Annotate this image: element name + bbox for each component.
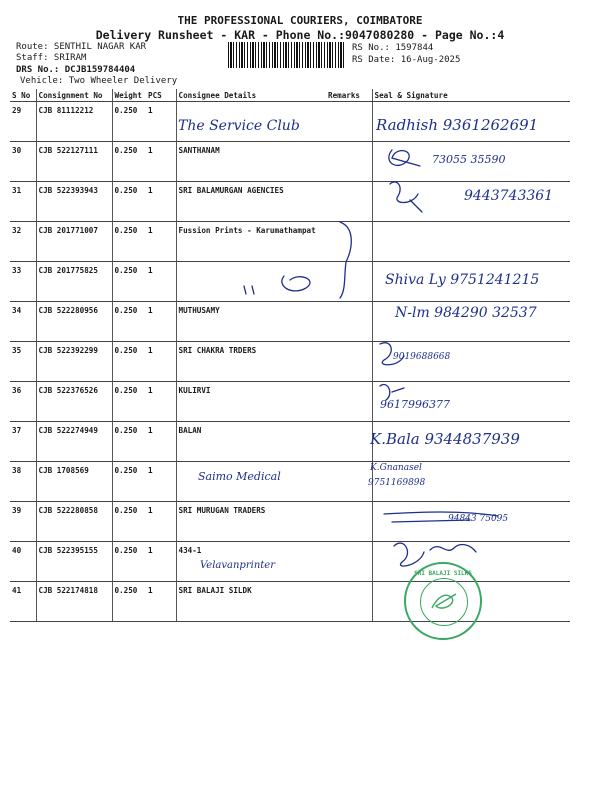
cell-consignee: KULIRVI xyxy=(176,382,326,422)
cell-sno: 35 xyxy=(10,342,36,382)
cell-pcs: 1 xyxy=(146,302,176,342)
cell-pcs: 1 xyxy=(146,262,176,302)
cell-consignment: CJB 201775825 xyxy=(36,262,112,302)
cell-consignment: CJB 522393943 xyxy=(36,182,112,222)
scribble-33 xyxy=(244,276,310,294)
cell-consignee: SRI BALAJI SILDK xyxy=(176,582,326,622)
signature-38-name: K.Gnanasel xyxy=(370,463,422,473)
cell-weight: 0.250 xyxy=(112,182,146,222)
cell-pcs: 1 xyxy=(146,422,176,462)
cell-pcs: 1 xyxy=(146,542,176,582)
cell-weight: 0.250 xyxy=(112,582,146,622)
cell-sno: 36 xyxy=(10,382,36,422)
cell-sno: 34 xyxy=(10,302,36,342)
cell-sno: 40 xyxy=(10,542,36,582)
col-weight: Weight xyxy=(112,89,146,102)
cell-sno: 38 xyxy=(10,462,36,502)
cell-consignee: Fussion Prints - Karumathampat xyxy=(176,222,326,262)
cell-consignee: SRI MURUGAN TRADERS xyxy=(176,502,326,542)
signature-35: 9019688668 xyxy=(393,352,451,362)
cell-weight: 0.250 xyxy=(112,222,146,262)
col-remarks: Remarks xyxy=(326,89,372,102)
handwriting-consignee-38: Saimo Medical xyxy=(198,470,281,483)
seal-stamp xyxy=(404,562,482,640)
cell-consignment: CJB 81112212 xyxy=(36,102,112,142)
cell-pcs: 1 xyxy=(146,182,176,222)
cell-consignment: CJB 522395155 xyxy=(36,542,112,582)
cell-sno: 32 xyxy=(10,222,36,262)
col-signature: Seal & Signature xyxy=(372,89,570,102)
signature-36: 9617996377 xyxy=(380,398,450,411)
handwriting-consignee-29: The Service Club xyxy=(178,118,300,134)
cell-consignment: CJB 522392299 xyxy=(36,342,112,382)
cell-sno: 39 xyxy=(10,502,36,542)
cell-weight: 0.250 xyxy=(112,422,146,462)
scribble-35 xyxy=(380,343,404,365)
cell-pcs: 1 xyxy=(146,142,176,182)
cell-pcs: 1 xyxy=(146,582,176,622)
tick-32 xyxy=(340,222,351,298)
signature-33: Shiva Ly 9751241215 xyxy=(385,272,540,288)
cell-sno: 30 xyxy=(10,142,36,182)
cell-sno: 33 xyxy=(10,262,36,302)
cell-pcs: 1 xyxy=(146,102,176,142)
signature-37: K.Bala 9344837939 xyxy=(370,430,520,448)
cell-weight: 0.250 xyxy=(112,262,146,302)
signature-31: 9443743361 xyxy=(464,188,554,204)
cell-weight: 0.250 xyxy=(112,342,146,382)
runsheet-subtitle: Delivery Runsheet - KAR - Phone No.:9047080280 - Page No.:4 xyxy=(95,28,505,42)
cell-weight: 0.250 xyxy=(112,102,146,142)
cell-weight: 0.250 xyxy=(112,142,146,182)
signature-39: 94843 75095 xyxy=(448,514,509,524)
rs-number: RS No.: 1597844 xyxy=(352,43,434,53)
cell-sno: 29 xyxy=(10,102,36,142)
stamp-text: SRI BALAJI SILKS xyxy=(414,570,472,577)
cell-pcs: 1 xyxy=(146,222,176,262)
signature-30: 73055 35590 xyxy=(432,153,506,166)
cell-pcs: 1 xyxy=(146,502,176,542)
cell-consignment: CJB 522376526 xyxy=(36,382,112,422)
cell-consignee: SRI CHAKRA TRDERS xyxy=(176,342,326,382)
cell-consignment: CJB 522274949 xyxy=(36,422,112,462)
cell-consignment: CJB 522174818 xyxy=(36,582,112,622)
col-pcs: PCS xyxy=(146,89,176,102)
scribble-39 xyxy=(384,512,498,522)
cell-consignee: SRI BALAMURGAN AGENCIES xyxy=(176,182,326,222)
cell-weight: 0.250 xyxy=(112,302,146,342)
scribble-30 xyxy=(389,150,420,166)
cell-weight: 0.250 xyxy=(112,502,146,542)
cell-weight: 0.250 xyxy=(112,542,146,582)
col-consignment: Consignment No xyxy=(36,89,112,102)
cell-pcs: 1 xyxy=(146,382,176,422)
cell-consignment: CJB 522280858 xyxy=(36,502,112,542)
cell-consignment: CJB 1708569 xyxy=(36,462,112,502)
drs-number: DRS No.: DCJB159784404 xyxy=(16,65,136,75)
cell-weight: 0.250 xyxy=(112,462,146,502)
cell-consignment: CJB 522280956 xyxy=(36,302,112,342)
cell-consignee: 434-1 xyxy=(176,542,326,582)
signature-38-phone: 9751169898 xyxy=(368,478,426,488)
cell-consignee: BALAN xyxy=(176,422,326,462)
signature-34: N-lm 984290 32537 xyxy=(395,305,537,321)
col-consignee: Consignee Details xyxy=(176,89,326,102)
staff-label: Staff: SRIRAM xyxy=(16,53,87,63)
cell-pcs: 1 xyxy=(146,462,176,502)
col-sno: S No xyxy=(10,89,36,102)
cell-consignee: MUTHUSAMY xyxy=(176,302,326,342)
vehicle-label: Vehicle: Two Wheeler Delivery xyxy=(20,76,178,86)
cell-consignment: CJB 522127111 xyxy=(36,142,112,182)
scribble-36 xyxy=(380,385,404,400)
scribble-31 xyxy=(390,182,422,212)
cell-sno: 37 xyxy=(10,422,36,462)
cell-consignee: SANTHANAM xyxy=(176,142,326,182)
cell-sno: 41 xyxy=(10,582,36,622)
signature-29: Radhish 9361262691 xyxy=(376,116,539,134)
route-label: Route: SENTHIL NAGAR KAR xyxy=(16,42,147,52)
cell-pcs: 1 xyxy=(146,342,176,382)
company-title: THE PROFESSIONAL COURIERS, COIMBATORE xyxy=(177,14,423,27)
cell-consignment: CJB 201771007 xyxy=(36,222,112,262)
stamp-signature xyxy=(428,586,460,618)
cell-sno: 31 xyxy=(10,182,36,222)
cell-weight: 0.250 xyxy=(112,382,146,422)
handwriting-consignee-40: Velavanprinter xyxy=(200,560,275,571)
rs-date: RS Date: 16-Aug-2025 xyxy=(352,55,461,65)
